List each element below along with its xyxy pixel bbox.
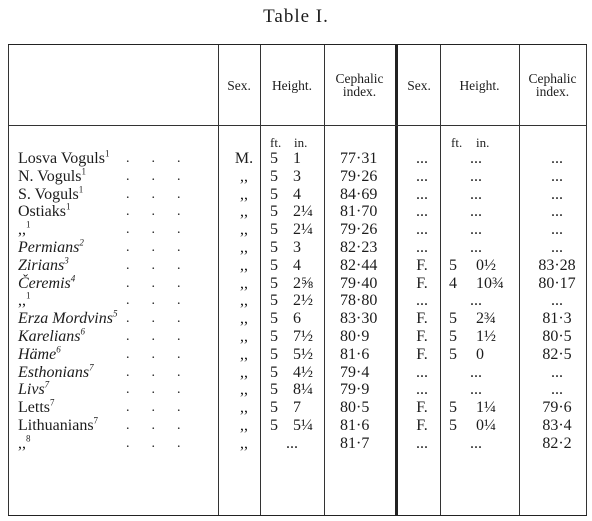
leader-dots: ... bbox=[126, 293, 203, 309]
cell-height-in: 7 bbox=[293, 399, 301, 417]
unit-in: in. bbox=[294, 135, 308, 150]
row-name-text: Erza Mordvins bbox=[18, 310, 113, 328]
cell-height-ft: 5 bbox=[270, 274, 278, 292]
row-footnote-ref: 4 bbox=[70, 273, 76, 284]
leader-dots: ... bbox=[126, 418, 203, 433]
table-row bbox=[8, 397, 587, 417]
cell-height-ft: 5 bbox=[270, 417, 278, 434]
cell-cephalic-index-female: ... bbox=[551, 381, 563, 399]
cell-sex-female: F. bbox=[416, 417, 428, 434]
row-name bbox=[18, 308, 118, 328]
cell-height-in-female: ... bbox=[470, 150, 482, 167]
cell-sex-female: F. bbox=[416, 328, 428, 345]
cell-height-in-female: 2¾ bbox=[476, 310, 496, 328]
row-name bbox=[18, 326, 86, 345]
cell-height-ft: 5 bbox=[270, 328, 278, 345]
cell-cephalic-index-female: ... bbox=[551, 185, 563, 203]
cell-height-ft: 5 bbox=[270, 185, 278, 203]
leader-dots: ... bbox=[126, 257, 203, 273]
cell-cephalic-index: 77·31 bbox=[340, 150, 378, 167]
cell-height-ft-female: 5 bbox=[449, 399, 457, 417]
cell-height-in: 2⅝ bbox=[293, 274, 313, 292]
leader-dots: ... bbox=[126, 311, 203, 327]
cell-height-ft: 5 bbox=[270, 167, 278, 185]
cell-cephalic-index: 78·80 bbox=[340, 292, 378, 310]
row-name-text: Letts bbox=[18, 399, 50, 417]
cell-sex: ,, bbox=[240, 185, 248, 203]
row-name bbox=[18, 148, 110, 167]
cell-sex: ,, bbox=[240, 221, 248, 239]
cell-cephalic-index: 82·23 bbox=[340, 239, 378, 256]
cell-height-ft: 5 bbox=[270, 239, 278, 256]
cell-sex: ,, bbox=[240, 399, 248, 417]
cell-sex: ,, bbox=[240, 328, 248, 345]
row-footnote-ref: 2 bbox=[79, 237, 84, 248]
row-footnote-ref: 7 bbox=[44, 380, 50, 391]
cell-sex: ,, bbox=[240, 167, 248, 185]
row-name bbox=[18, 433, 31, 452]
header-sex: Sex. bbox=[227, 77, 251, 93]
cell-height-ft-female: 5 bbox=[449, 310, 457, 328]
leader-dots: ... bbox=[126, 240, 203, 255]
cell-height-in: 5½ bbox=[293, 345, 313, 363]
table-row bbox=[8, 344, 587, 363]
cell-height-in-female: 1¼ bbox=[476, 399, 496, 417]
cell-sex: ,, bbox=[240, 417, 248, 434]
cell-sex: ,, bbox=[240, 363, 248, 381]
row-footnote-ref: 5 bbox=[112, 308, 118, 319]
cell-cephalic-index-female: 80·17 bbox=[538, 274, 576, 292]
cell-cephalic-index: 80·9 bbox=[340, 328, 370, 345]
table-row bbox=[8, 148, 587, 167]
row-name bbox=[18, 415, 99, 434]
row-name-text: Čeremis bbox=[18, 274, 71, 292]
cell-sex-female: F. bbox=[416, 310, 428, 328]
cell-cephalic-index: 79·4 bbox=[340, 363, 370, 381]
cell-cephalic-index: 80·5 bbox=[340, 399, 370, 417]
cell-height-ft: 5 bbox=[270, 363, 278, 381]
cell-height-in-female: ... bbox=[470, 203, 482, 221]
cell-height-in-female: 1½ bbox=[476, 328, 496, 345]
cell-height-in-female: 10¾ bbox=[476, 274, 504, 292]
header-rule bbox=[8, 125, 587, 126]
row-name-text: Lithuanians bbox=[18, 417, 94, 434]
cell-cephalic-index-female: 83·4 bbox=[542, 417, 572, 434]
leader-dots: ... bbox=[126, 329, 203, 344]
cell-height-in-female: ... bbox=[470, 363, 482, 381]
leader-dots: ... bbox=[126, 364, 203, 380]
cell-height-in: 2½ bbox=[293, 292, 313, 310]
row-name bbox=[18, 344, 61, 363]
cell-cephalic-index: 79·40 bbox=[340, 274, 378, 292]
cell-sex-female: ... bbox=[416, 203, 428, 221]
leader-dots: ... bbox=[126, 186, 203, 202]
header-height-female: Height. bbox=[459, 77, 500, 93]
row-name-text: Permians bbox=[18, 239, 80, 256]
row-footnote-ref: 1 bbox=[78, 184, 84, 195]
cell-height-in-female: ... bbox=[470, 185, 482, 203]
leader-dots: ... bbox=[126, 275, 203, 291]
cell-height-ft: 5 bbox=[270, 345, 278, 363]
cell-cephalic-index-female: ... bbox=[551, 292, 563, 310]
row-footnote-ref: 7 bbox=[93, 415, 99, 426]
leader-dots: ... bbox=[126, 400, 203, 416]
cell-height-ft: 5 bbox=[270, 310, 278, 328]
row-name bbox=[18, 397, 55, 417]
cell-height-in-female: ... bbox=[470, 167, 482, 185]
row-footnote-ref: 1 bbox=[26, 219, 31, 230]
cell-cephalic-index-female: ... bbox=[551, 203, 563, 221]
row-name-text: ,, bbox=[18, 292, 26, 310]
cell-cephalic-index-female: 79·6 bbox=[542, 399, 572, 417]
cell-cephalic-index: 79·26 bbox=[340, 167, 378, 185]
cell-height-in: 7½ bbox=[293, 328, 313, 345]
cell-cephalic-index-female: ... bbox=[551, 221, 563, 239]
row-footnote-ref: 1 bbox=[104, 148, 110, 159]
row-name-text: Zirians bbox=[18, 256, 65, 274]
table-row bbox=[8, 382, 587, 398]
leader-dots: ... bbox=[126, 382, 203, 398]
cell-sex-female: ... bbox=[416, 434, 428, 452]
cell-height-ft-female: 4 bbox=[449, 274, 457, 292]
row-name bbox=[18, 219, 31, 239]
leader-dots: ... bbox=[126, 222, 203, 238]
cell-height-in: 2¼ bbox=[293, 221, 313, 239]
cell-height-in: 8¼ bbox=[293, 381, 313, 399]
cell-height-ft: 5 bbox=[270, 292, 278, 310]
cell-cephalic-index: 79·26 bbox=[340, 221, 378, 239]
cell-height-in: 3 bbox=[293, 239, 301, 256]
cell-cephalic-index: 81·70 bbox=[340, 203, 378, 221]
header-cephalic-line2: index. bbox=[342, 84, 377, 99]
header-cephalic-index-female bbox=[519, 45, 586, 125]
cell-height-ft-female: 5 bbox=[449, 417, 457, 434]
cell-cephalic-index-female: ... bbox=[551, 363, 563, 381]
leader-dots: ... bbox=[126, 204, 203, 220]
header-cephalic-f-line2: index. bbox=[535, 84, 570, 99]
row-footnote-ref: 1 bbox=[26, 291, 31, 302]
row-name bbox=[18, 293, 31, 309]
cell-cephalic-index-female: ... bbox=[551, 167, 563, 185]
cell-height-in: 1 bbox=[293, 150, 301, 167]
cell-sex-female: F. bbox=[416, 274, 428, 292]
cell-cephalic-index-female: ... bbox=[551, 150, 563, 167]
row-name-text: Esthonians bbox=[18, 363, 90, 381]
header-sex-female: Sex. bbox=[407, 77, 431, 93]
cell-height-in: 4 bbox=[293, 256, 301, 274]
data-table bbox=[8, 44, 587, 516]
row-footnote-ref: 6 bbox=[56, 344, 61, 355]
cell-sex: ,, bbox=[240, 434, 248, 452]
table-row bbox=[8, 308, 587, 328]
row-name bbox=[18, 273, 76, 292]
cell-sex-female: F. bbox=[416, 399, 428, 417]
header-height: Height. bbox=[271, 77, 313, 93]
cell-cephalic-index: 81·6 bbox=[340, 345, 370, 363]
cell-cephalic-index: 81·7 bbox=[340, 434, 370, 452]
row-footnote-ref: 1 bbox=[66, 202, 71, 213]
cell-cephalic-index-female: 80·5 bbox=[542, 328, 572, 345]
cell-sex-female: ... bbox=[416, 167, 428, 185]
unit-ft: ft. bbox=[270, 135, 282, 150]
row-name-text: Ostiaks bbox=[18, 203, 66, 221]
cell-sex-female: ... bbox=[416, 239, 428, 256]
cell-height-ft: 5 bbox=[270, 221, 278, 239]
cell-height-in: 6 bbox=[293, 310, 301, 328]
leader-dots: ... bbox=[126, 346, 203, 362]
cell-height-in-female: ... bbox=[470, 221, 482, 239]
leader-dots: ... bbox=[126, 151, 203, 166]
table-row bbox=[8, 433, 587, 452]
row-footnote-ref: 1 bbox=[81, 166, 86, 177]
cell-height-in-female: 0½ bbox=[476, 256, 496, 274]
cell-height-ft-female: 5 bbox=[449, 256, 457, 274]
row-name bbox=[18, 382, 49, 398]
cell-cephalic-index-female: ... bbox=[551, 239, 563, 256]
table-row bbox=[8, 362, 587, 381]
cell-height-ft: 5 bbox=[270, 381, 278, 399]
unit-in-female: in. bbox=[476, 135, 490, 150]
leader-dots: ... bbox=[126, 168, 203, 184]
row-name bbox=[18, 362, 94, 381]
row-name-text: Häme bbox=[18, 345, 57, 363]
row-name bbox=[18, 237, 84, 256]
cell-height-in: 4 bbox=[293, 185, 301, 203]
row-name bbox=[18, 204, 71, 220]
cell-height-in: 5¼ bbox=[293, 417, 313, 434]
header-cephalic-line1: Cephalic bbox=[335, 71, 384, 86]
table-row bbox=[8, 204, 587, 220]
table-row bbox=[8, 326, 587, 345]
cell-sex: ,, bbox=[240, 381, 248, 399]
cell-height-in: 3 bbox=[293, 167, 301, 185]
row-name-text: Losva Voguls bbox=[18, 150, 105, 167]
cell-sex: ,, bbox=[240, 310, 248, 328]
cell-cephalic-index: 82·44 bbox=[340, 256, 378, 274]
cell-sex-female: ... bbox=[416, 150, 428, 167]
cell-cephalic-index-female: 82·5 bbox=[542, 345, 572, 363]
cell-cephalic-index: 83·30 bbox=[340, 310, 378, 328]
row-name-text: S. Voguls bbox=[18, 185, 79, 203]
unit-ft-female: ft. bbox=[451, 135, 463, 150]
cell-sex: ,, bbox=[240, 239, 248, 256]
cell-sex-female: ... bbox=[416, 185, 428, 203]
table-row bbox=[8, 237, 587, 256]
cell-cephalic-index-female: 82·2 bbox=[542, 434, 572, 452]
row-footnote-ref: 3 bbox=[64, 255, 69, 266]
table-row bbox=[8, 293, 587, 309]
cell-sex: ,, bbox=[240, 345, 248, 363]
cell-height-in-female: 0 bbox=[476, 345, 484, 363]
row-name-text: Karelians bbox=[18, 328, 81, 345]
cell-sex: ,, bbox=[240, 292, 248, 310]
cell-cephalic-index: 84·69 bbox=[340, 185, 378, 203]
row-name bbox=[18, 255, 69, 274]
cell-height-in-female: ... bbox=[470, 381, 482, 399]
cell-height-ft: ... bbox=[286, 434, 298, 452]
header-cephalic-index bbox=[324, 45, 395, 125]
cell-sex-female: ... bbox=[416, 363, 428, 381]
cell-sex-female: F. bbox=[416, 345, 428, 363]
cell-height-ft-female: 5 bbox=[449, 328, 457, 345]
cell-height-in-female: ... bbox=[470, 239, 482, 256]
row-name-text: Livs bbox=[18, 381, 45, 399]
row-name-text: N. Voguls bbox=[18, 167, 82, 185]
cell-cephalic-index: 79·9 bbox=[340, 381, 370, 399]
cell-height-in: 4½ bbox=[293, 363, 313, 381]
table-row bbox=[8, 255, 587, 274]
row-footnote-ref: 7 bbox=[89, 362, 94, 373]
table-row bbox=[8, 184, 587, 203]
table-row bbox=[8, 219, 587, 239]
row-footnote-ref: 6 bbox=[80, 326, 86, 337]
row-name bbox=[18, 166, 86, 185]
cell-height-ft-female: 5 bbox=[449, 345, 457, 363]
row-name bbox=[18, 184, 84, 203]
table-title: Table I. bbox=[263, 6, 329, 27]
cell-height-in: 2¼ bbox=[293, 203, 313, 221]
cell-sex-female: F. bbox=[416, 256, 428, 274]
cell-sex: ,, bbox=[240, 256, 248, 274]
row-name-text: ,, bbox=[18, 434, 26, 452]
cell-sex: M. bbox=[234, 150, 254, 167]
cell-height-ft: 5 bbox=[270, 150, 278, 167]
cell-height-ft: 5 bbox=[270, 399, 278, 417]
row-footnote-ref: 7 bbox=[50, 397, 55, 408]
table-row bbox=[8, 415, 587, 434]
cell-cephalic-index-female: 81·3 bbox=[542, 310, 572, 328]
cell-height-in-female: 0¼ bbox=[476, 417, 496, 434]
cell-height-ft: 5 bbox=[270, 256, 278, 274]
cell-sex-female: ... bbox=[416, 292, 428, 310]
row-footnote-ref: 8 bbox=[26, 433, 31, 444]
cell-cephalic-index: 81·6 bbox=[340, 417, 370, 434]
table-row bbox=[8, 273, 587, 292]
cell-sex: ,, bbox=[240, 203, 248, 221]
header-cephalic-f-line1: Cephalic bbox=[528, 71, 577, 86]
row-name-text: ,, bbox=[18, 221, 26, 239]
cell-sex: ,, bbox=[240, 274, 248, 292]
table-row bbox=[8, 166, 587, 185]
cell-height-in-female: ... bbox=[470, 434, 482, 452]
cell-sex-female: ... bbox=[416, 221, 428, 239]
leader-dots: ... bbox=[126, 435, 203, 451]
cell-height-in-female: ... bbox=[470, 292, 482, 310]
cell-height-ft: 5 bbox=[270, 203, 278, 221]
cell-cephalic-index-female: 83·28 bbox=[538, 256, 576, 274]
cell-sex-female: ... bbox=[416, 381, 428, 399]
